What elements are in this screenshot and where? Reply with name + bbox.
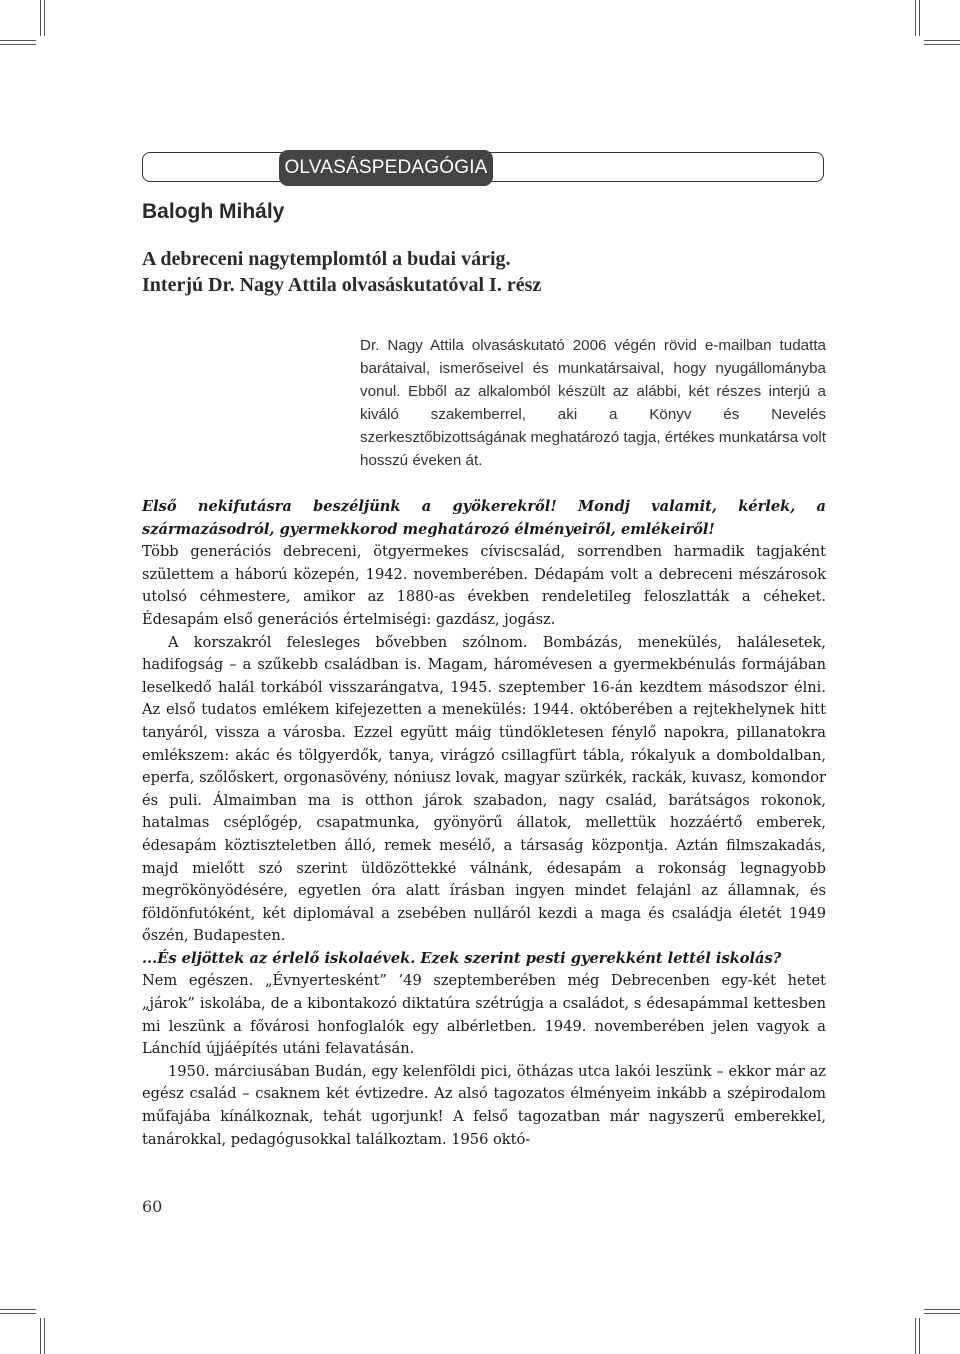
answer-1-paragraph-2: A korszakról felesleges bővebben szólnom. Bombázás, menekülés, halálesetek, hadifogság – a szűkebb családban is. Magam, háromévesen a gyermekbénulás formájában leselkedő halál torkából visszarángatva, 1945. szeptember 16-án kezdtem másodszor élni. Az első tudatos emlékem kifejezetten a menekülés: 1944. októberében a rejtekhelynek hitt tanyáról, vissza a városba. Ezzel együtt máig tündökletesen fénylő napokra, pillanatokra emlékszem: akác és tölgyerdők, tanya, virágzó csillagfürt tábla, rókalyuk a domboldalban, eperfa, szőlőskert, orgonasövény, nóniusz lovak, magyar szürkék, rackák, kuvasz, komondor és puli. Álmaimban ma is otthon járok szabadon, nagy család, barátságos rokonok, hatalmas cséplőgép, csapatmunka, gyönyörű állatok, mellettük hozzáértő emberek, édesapám köztiszteletben álló, remek mesélő, a társaság központja. Aztán filmszakadás, majd mielőtt szó szerint üldözöttekké válnánk, édesapám a rokonság legnagyobb megrökönyödésére, egyetlen óra alatt írásban ingyen mindet felajánl az államnak, és földönfutóként, két diplomával a zsebében nulláról kezdi a maga és családja életét 1949 őszén, Budapesten. — [142, 633, 826, 945]
intro-paragraph: Dr. Nagy Attila olvasáskutató 2006 végén rövid e-mailban tudatta barátaival, ismerőseivel és munkatársaival, hogy nyugállományba vonul. Ebből az alkalomból készült az alábbi, két részes interjú a kiváló szakemberrel, aki a Könyv és Nevelés szerkesztőbizottságának meghatározó tagja, értékes munkatársa volt hosszú éveken át. — [360, 337, 826, 469]
article-title — [142, 246, 541, 298]
crop-mark-bottom-left — [0, 1308, 46, 1354]
page-number: 60 — [142, 1197, 163, 1216]
crop-mark-top-left — [0, 0, 46, 46]
crop-mark-bottom-right — [914, 1308, 960, 1354]
section-tab: OLVASÁSPEDAGÓGIA — [279, 150, 493, 186]
article-body — [142, 496, 826, 1151]
author-name: Balogh Mihály — [142, 200, 285, 223]
crop-mark-top-right — [914, 0, 960, 46]
answer-2-paragraph-2: 1950. márciusában Budán, egy kelenföldi pici, ötházas utca lakói leszünk – ekkor már az egész család – csaknem két évtizedre. Az alsó tagozatos élményeim inkább a szépirodalom műfajába kínálkoznak, tehát ugorjunk! A felső tagozatban már nagyszerű emberekkel, tanárokkal, pedagógusokkal találkoztam. 1956 októ- — [142, 1062, 826, 1148]
question-2: ...És eljöttek az érlelő iskolaévek. Ezek szerint pesti gyerekként lettél iskolás? — [142, 949, 782, 967]
question-1: Első nekifutásra beszéljünk a gyökerekről! Mondj valamit, kérlek, a származásodról, gyermekkorod meghatározó élményeiről, emlékeiről! — [142, 498, 826, 538]
answer-2-paragraph-1: Nem egészen. „Évnyertesként” ’49 szeptemberében még Debrecenben egy-két hetet „járok” iskolába, de a kibontakozó diktatúra szétrúgja a családot, s édesapámmal kettesben mi leszünk a fővárosi honfoglalók egy albérletben. 1949. novemberében jelen vagyok a Lánchíd újjáépítés utáni felavatásán. — [142, 972, 826, 1058]
title-line-2: Interjú Dr. Nagy Attila olvasáskutatóval I. rész — [142, 274, 542, 296]
answer-1-paragraph-1: Több generációs debreceni, ötgyermekes cíviscsalád, sorrendben harmadik tagjaként születtem a háború közepén, 1942. novemberében. Dédapám volt a debreceni mészárosok utolsó céhmestere, amikor az 1880-as években rendeletileg feloszlatták a céheket. Édesapám első generációs értelmiségi: gazdász, jogász. — [142, 543, 826, 628]
title-line-1: A debreceni nagytemplomtól a budai várig. — [142, 248, 511, 270]
